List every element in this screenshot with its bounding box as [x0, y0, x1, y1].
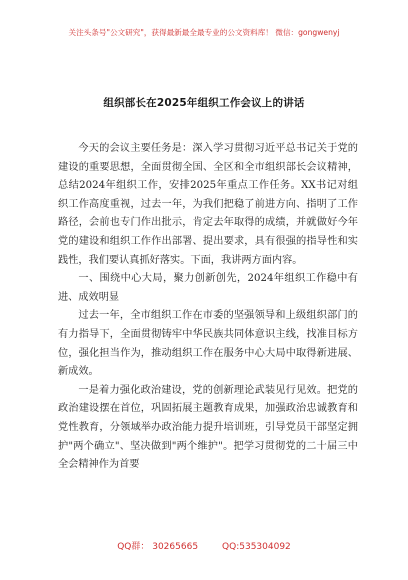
footer-contact [0, 539, 408, 552]
paragraph-intro: 今天的会议主要任务是：深入学习贯彻习近平总书记关于党的建设的重要思想，全面贯彻全国、全区和全市组织部长会议精神，总结2024年组织工作，安排2025年重点工作任务。XX书记对组织工作高度重视，过去一年，为我们把稳了前进方向、指明了工作路径，会前也专门作出批示，肯定去年取得的成绩，并就做好今年党的建设和组织工作作出部署、提出要求，具有很强的指导性和实践性，我们要认真抓好落实。下面，我讲两方面内容。 [58, 143, 358, 266]
paragraph-political-building: 一是着力强化政治建设，党的创新理论武装见行见效。把党的政治建设摆在首位，巩固拓展主题教育成果，加强政治忠诚教育和党性教育，分领域举办政治能力提升培训班，引导党员干部坚定拥护"两个确立"、坚决做到"两个维护"。把学习贯彻党的二十届三中全会精神作为首要 [58, 384, 358, 471]
footer-qq-group: QQ群： 30265665 [117, 542, 199, 552]
section-heading-1: 一、围绕中心大局，聚力创新创先，2024年组织工作稳中有进、成效明显 [58, 273, 358, 303]
document-body [58, 140, 358, 475]
paragraph-overview: 过去一年，全市组织工作在市委的坚强领导和上级组织部门的有力指导下，全面贯彻铸牢中华民族共同体意识主线，找准目标方位，强化担当作为，推动组织工作在服务中心大局中取得新进展、新成效。 [58, 310, 358, 378]
document-title: 组织部长在2025年组织工作会议上的讲话 [103, 97, 305, 109]
promo-banner: 关注头条号"公文研究"，获得最新最全最专业的公文资料库！ 微信：gongwenyj [68, 28, 340, 37]
footer-qq-number: QQ:535304092 [222, 542, 291, 552]
